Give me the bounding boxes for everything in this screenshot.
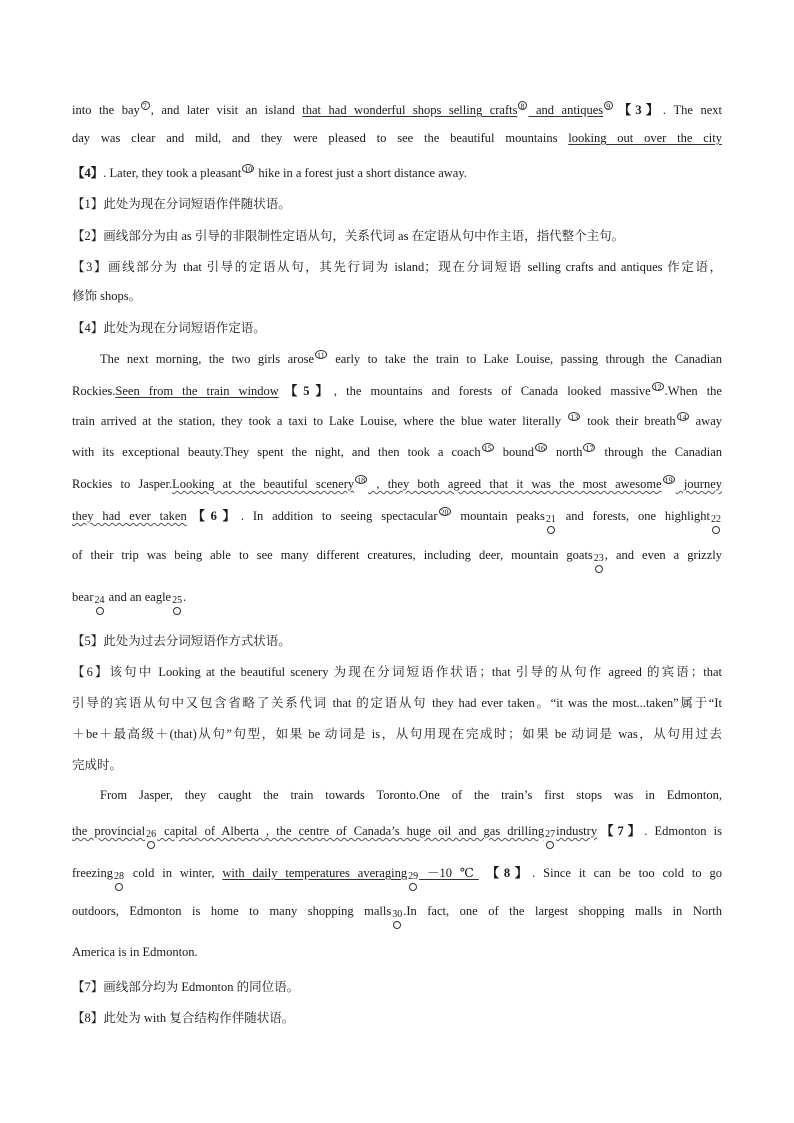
p3-line-4: outdoors, Edmonton is home to many shopping malls 30 .In fact, one of the largest shopping malls in North: [72, 904, 722, 929]
note-5: 【5】此处为过去分词短语作方式状语。: [72, 634, 291, 648]
note-tag: 【6】: [186, 509, 241, 523]
p2-line-3: train arrived at the station, they took a taxi to Lake Louise, where the blue water literally 13 took their breath 14 away: [72, 413, 722, 429]
p2-line-5: Rockies to Jasper.Looking at the beautiful scenery 18 , they both agreed that it was the most awesome 19 journey: [72, 476, 722, 492]
blank-marker: 28: [114, 872, 124, 891]
blank-marker: 21: [546, 515, 556, 534]
blank-marker: 24: [95, 596, 105, 615]
p2-line-7: of their trip was being able to see many different creatures, including deer, mountain goats 23 , and even a grizzly: [72, 548, 722, 573]
footnote-marker: 9: [604, 101, 613, 110]
footnote-marker: 14: [678, 413, 687, 422]
underlined-clause: that had wonderful shops selling crafts 8 and antiques 9: [302, 103, 614, 117]
blank-marker: 29: [408, 872, 418, 891]
underlined-phrase: looking out over the city: [568, 131, 722, 145]
footnote-marker: 16: [536, 444, 545, 453]
footnote-marker: 15: [483, 444, 492, 453]
footnote-marker: 12: [653, 382, 662, 392]
note-4: 【4】此处为现在分词短语作定语。: [72, 321, 266, 335]
note-1: 【1】此处为现在分词短语作伴随状语。: [72, 197, 291, 211]
p3-line-1: From Jasper, they caught the train towards Toronto.One of the train’s first stops was in Edmonton,: [100, 788, 722, 802]
note-3-cont: 修饰 shops。: [72, 289, 142, 303]
underlined-phrase: Seen from the train window: [115, 384, 279, 398]
p2-line-4: with its exceptional beauty.They spent the night, and then took a coach 15 bound 16 north 17 through the Canadian: [72, 444, 722, 460]
note-tag: 【8】: [478, 866, 533, 880]
footnote-marker: 13: [570, 413, 579, 422]
footnote-marker: 11: [317, 351, 325, 360]
note-6-cont-1: 引导的宾语从句中又包含省略了关系代词 that 的定语从句 they had ever taken。“it was the most...taken”属于“It: [72, 696, 722, 710]
footnote-marker: 20: [440, 507, 449, 517]
p1-line-1: into the bay 7 , and later visit an island that had wonderful shops selling crafts 8 and antiques 9 【3】. The next: [72, 101, 722, 117]
wavy-underlined-sentence: Looking at the beautiful scenery 18 , they both agreed that it was the most awesome 19 journey: [172, 476, 722, 492]
blank-marker: 26: [146, 830, 156, 849]
p2-line-1: The next morning, the two girls arose 11 early to take the train to Lake Louise, passing through the Canadian: [100, 351, 722, 367]
blank-marker: 27: [545, 830, 555, 849]
note-tag: 【7】: [597, 824, 645, 838]
note-3: 【3】画线部分为 that 引导的定语从句，其先行词为 island；现在分词短语 selling crafts and antiques 作定语，: [72, 260, 722, 274]
p3-line-2: the provincial 26 capital of Alberta , the centre of Canada’s huge oil and gas drilling 27 industry【7】. Edmonton is: [72, 821, 722, 849]
p1-line-2: day was clear and mild, and they were pleased to see the beautiful mountains looking out over the city: [72, 131, 722, 145]
wavy-underlined-clause: they had ever taken: [72, 509, 187, 523]
note-8: 【8】此处为 with 复合结构作伴随状语。: [72, 1011, 295, 1025]
note-6-cont-2: ＋be＋最高级＋(that)从句”句型，如果 be 动词是 is，从句用现在完成时；如果 be 动词是 was，从句用过去: [72, 727, 722, 741]
footnote-marker: 17: [585, 444, 594, 453]
p3-line-5: America is in Edmonton.: [72, 945, 198, 959]
note-6: 【6】该句中 Looking at the beautiful scenery 为现在分词短语作状语；that 引导的从句作 agreed 的宾语；that: [72, 665, 722, 679]
p1-line-3: 【4】. Later, they took a pleasant 10 hike in a forest just a short distance away.: [72, 164, 467, 180]
blank-marker: 23: [594, 554, 604, 573]
p3-line-3: freezing 28 cold in winter, with daily temperatures averaging 29 －10 ℃ 【8】. Since it can be too cold to go: [72, 863, 722, 891]
note-tag: 【5】: [278, 384, 334, 398]
footnote-marker: 19: [664, 476, 673, 485]
note-7: 【7】画线部分均为 Edmonton 的同位语。: [72, 980, 300, 994]
p2-line-8: bear 24 and an eagle 25 .: [72, 590, 722, 615]
wavy-underlined-appositive: the provincial 26 capital of Alberta , the centre of Canada’s huge oil and gas drilling 27 industry: [72, 824, 597, 838]
underlined-phrase: with daily temperatures averaging 29 －10 ℃: [222, 866, 478, 880]
blank-marker: 30: [392, 910, 402, 929]
footnote-marker: 7: [141, 101, 150, 110]
blank-marker: 22: [711, 515, 721, 534]
note-2: 【2】画线部分为由 as 引导的非限制性定语从句，关系代词 as 在定语从句中作主语，指代整个主句。: [72, 229, 625, 243]
footnote-marker: 10: [244, 164, 253, 174]
blank-marker: 25: [172, 596, 182, 615]
note-6-cont-3: 完成时。: [72, 758, 123, 772]
note-tag: 【3】: [614, 103, 663, 117]
footnote-marker: 18: [357, 476, 366, 485]
footnote-marker: 8: [518, 101, 527, 110]
note-tag: 【4】: [72, 166, 104, 180]
p2-line-2: Rockies.Seen from the train window【5】, the mountains and forests of Canada looked massive 12 .When the: [72, 382, 722, 398]
p2-line-6: they had ever taken【6】. In addition to seeing spectacular 20 mountain peaks 21 and forests, one highlight 22: [72, 506, 722, 534]
